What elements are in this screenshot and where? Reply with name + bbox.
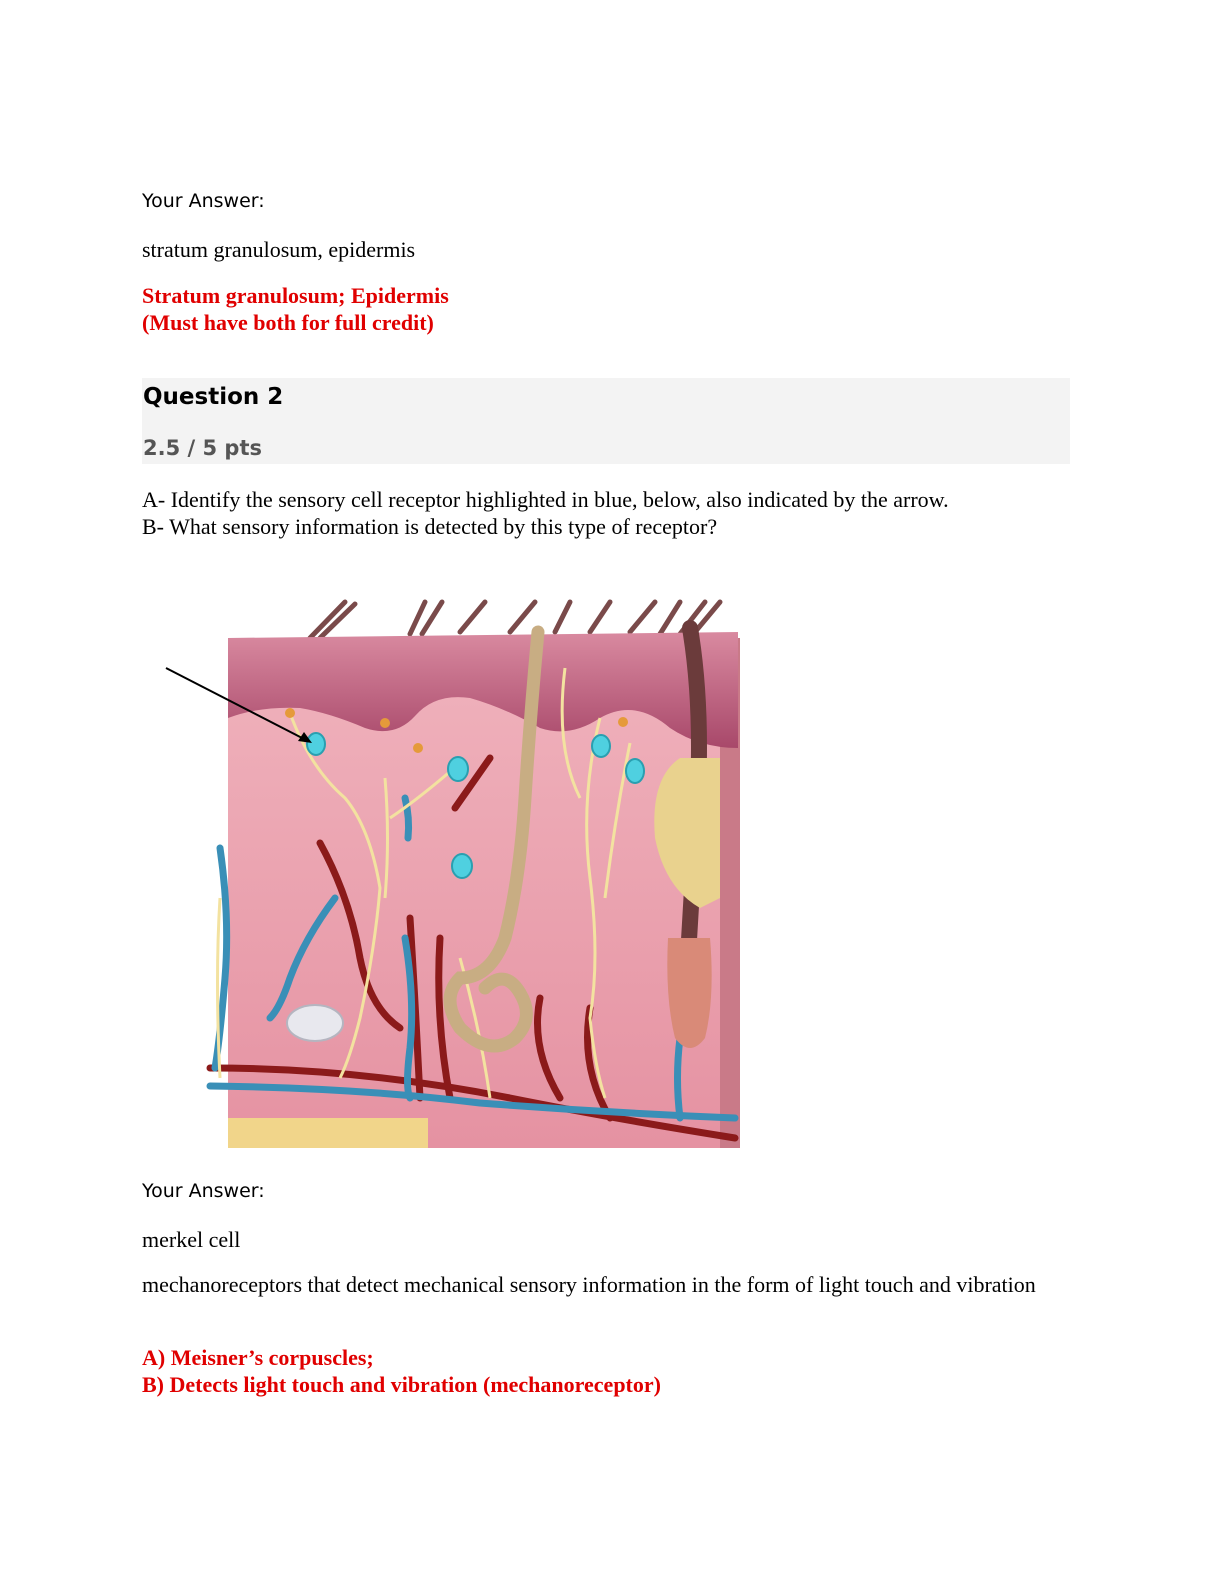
answer-key-line: (Must have both for full credit) — [142, 310, 434, 335]
prompt-line-b: B- What sensory information is detected by this type of receptor? — [142, 514, 718, 539]
surface-hairs — [310, 602, 720, 638]
question-points: 2.5 / 5 pts — [143, 436, 262, 460]
student-answer: stratum granulosum, epidermis — [142, 237, 416, 262]
prompt-line-a: A- Identify the sensory cell receptor highlighted in blue, below, also indicated by the arrow. — [142, 487, 949, 512]
question-prompt — [142, 486, 949, 540]
your-answer-label: Your Answer: — [142, 190, 265, 212]
skin-diagram — [160, 598, 740, 1150]
answer-key-line: Stratum granulosum; Epidermis — [142, 283, 449, 308]
answer-key-line: B) Detects light touch and vibration (mechanoreceptor) — [142, 1372, 661, 1397]
student-answer-detail: mechanoreceptors that detect mechanical sensory information in the form of light touch and vibration — [142, 1272, 1036, 1297]
student-answer: merkel cell — [142, 1227, 241, 1252]
question-header — [142, 378, 1070, 464]
skin-diagram-svg — [160, 598, 740, 1150]
answer-key-line: A) Meisner’s corpuscles; — [142, 1345, 374, 1370]
pacinian-corpuscle — [287, 1005, 343, 1041]
answer-key — [142, 1344, 661, 1398]
answer-key — [142, 282, 449, 336]
question-title: Question 2 — [143, 384, 284, 410]
your-answer-label: Your Answer: — [142, 1180, 265, 1202]
